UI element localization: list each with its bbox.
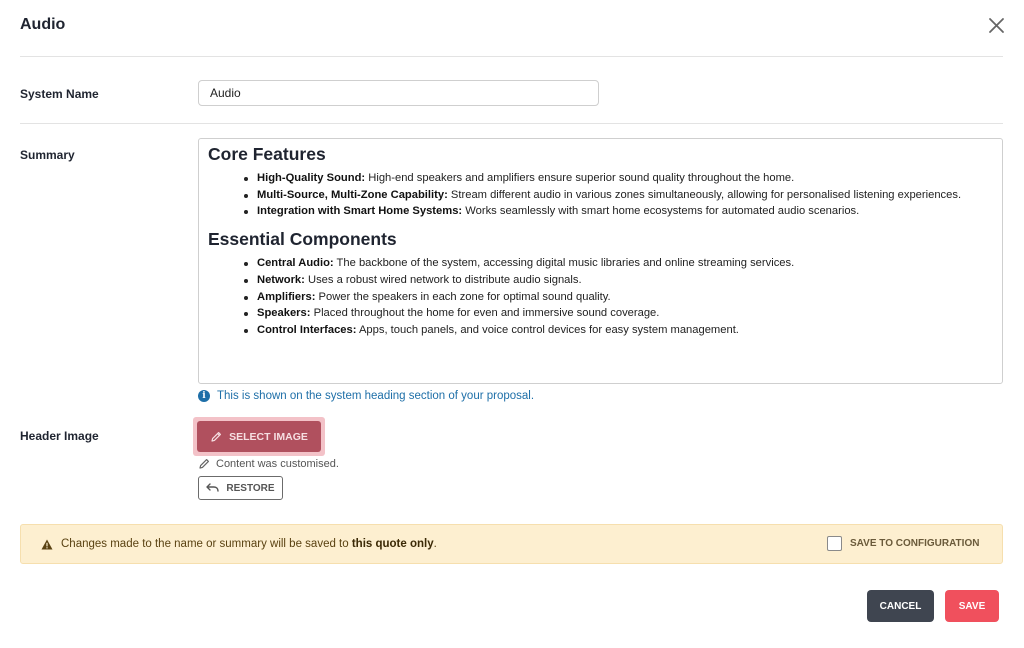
- customised-note: [198, 457, 339, 471]
- list-item: Network: Uses a robust wired network to distribute audio signals.: [244, 272, 1002, 289]
- info-note: [198, 389, 534, 403]
- close-button[interactable]: [984, 14, 1008, 38]
- summary-editor[interactable]: [198, 138, 1003, 384]
- save-to-configuration-label: SAVE TO CONFIGURATION: [850, 538, 980, 549]
- warning-icon: [41, 539, 53, 550]
- list-item: Multi-Source, Multi-Zone Capability: Stream different audio in various zones simultaneously, allowing for personalised listening experiences.: [244, 187, 1002, 204]
- summary-heading-essential-components: Essential Components: [208, 229, 397, 250]
- list-item: High-Quality Sound: High-end speakers and amplifiers ensure superior sound quality throughout the home.: [244, 170, 1002, 187]
- save-button[interactable]: SAVE: [945, 590, 999, 622]
- close-icon: [984, 14, 1008, 38]
- list-item: Control Interfaces: Apps, touch panels, and voice control devices for easy system management.: [244, 322, 1002, 339]
- dialog-title: Audio: [20, 16, 66, 33]
- info-note-text: This is shown on the system heading section of your proposal.: [217, 390, 535, 402]
- divider: [20, 123, 1003, 124]
- undo-icon: [206, 483, 219, 493]
- select-image-focus-ring: [193, 417, 325, 456]
- list-item: Speakers: Placed throughout the home for even and immersive sound coverage.: [244, 305, 1002, 322]
- pencil-icon: [210, 431, 222, 443]
- warning-emphasis: this quote only: [351, 538, 434, 550]
- system-name-label: System Name: [20, 87, 99, 101]
- list-item: Amplifiers: Power the speakers in each zone for optimal sound quality.: [244, 289, 1002, 306]
- divider: [20, 56, 1003, 57]
- essential-components-list: [208, 255, 1002, 339]
- restore-button[interactable]: [198, 476, 283, 500]
- list-item: Integration with Smart Home Systems: Works seamlessly with smart home ecosystems for automated audio scenarios.: [244, 203, 1002, 220]
- summary-label: Summary: [20, 148, 75, 162]
- select-image-label: SELECT IMAGE: [229, 430, 308, 443]
- info-icon: i: [198, 390, 210, 402]
- list-item: Central Audio: The backbone of the system, accessing digital music libraries and online streaming services.: [244, 255, 1002, 272]
- pencil-icon: [198, 458, 210, 470]
- select-image-button[interactable]: [197, 421, 321, 452]
- warning-banner: [20, 524, 1003, 564]
- save-to-configuration-checkbox[interactable]: [827, 536, 979, 551]
- system-name-input[interactable]: [198, 80, 599, 106]
- summary-heading-core-features: Core Features: [208, 144, 326, 164]
- customised-note-text: Content was customised.: [216, 458, 339, 470]
- warning-message: [41, 538, 437, 550]
- core-features-list: [208, 170, 1002, 220]
- header-image-label: Header Image: [20, 429, 99, 443]
- restore-label: RESTORE: [226, 482, 275, 494]
- checkbox-box[interactable]: [827, 536, 842, 551]
- warning-suffix: .: [433, 538, 437, 550]
- warning-text: Changes made to the name or summary will be saved to: [61, 538, 352, 550]
- cancel-button[interactable]: CANCEL: [867, 590, 934, 622]
